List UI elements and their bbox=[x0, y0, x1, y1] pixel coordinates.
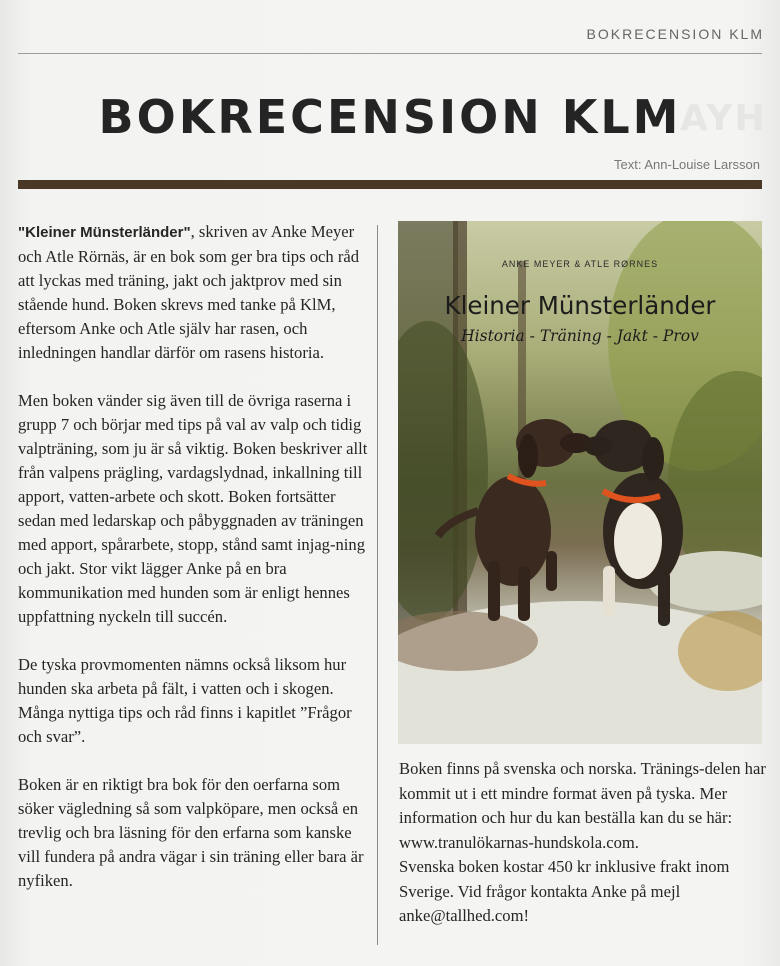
article-title: BOKRECENSION KLM bbox=[98, 90, 682, 144]
column-divider bbox=[377, 225, 378, 945]
cover-subtitle: Historia - Träning - Jakt - Prov bbox=[461, 327, 699, 345]
book-title-lead: "Kleiner Münsterländer" bbox=[18, 224, 191, 241]
price-text: Svenska boken kostar 450 kr inklusive frakt inom Sverige. Vid frågor kontakta Anke på mejl bbox=[399, 857, 730, 901]
right-column bbox=[399, 757, 771, 929]
book-cover-image bbox=[398, 221, 762, 744]
email-link[interactable]: anke@tallhed.com! bbox=[399, 906, 530, 925]
bleed-through-text: AYH bbox=[680, 98, 767, 139]
availability-text: Boken finns på svenska och norska. Tränings-delen har kommit ut i ett mindre format även på tyska. Mer information och hur du kan beställa kan du se här: bbox=[399, 759, 766, 827]
left-column bbox=[18, 220, 370, 917]
title-rule bbox=[18, 180, 762, 189]
paragraph-german-tests: De tyska provmomenten nämns också liksom hur hunden ska arbeta på fält, i vatten och i skogen. Många nyttiga tips och råd finns i kapitlet ”Frågor och svar”. bbox=[18, 655, 352, 746]
intro-text: , skriven av Anke Meyer och Atle Rörnäs, är en bok som ger bra tips och råd att lyckas med träning, jakt och jaktprov med sin stående hund. Boken skrevs med tanke på KlM, eftersom Anke och Atle själv har rasen, och inledningen handlar därför om rasens historia. bbox=[18, 222, 360, 362]
paragraph-verdict: Boken är en riktigt bra bok för den oerfarna som söker vägledning så som valpköpare, men också en trevlig och bra läsning för den erfarna som kanske vill fundera på andra vägar i sin träning eller bara är nyfiken. bbox=[18, 775, 364, 890]
paragraph-intro bbox=[18, 220, 370, 365]
cover-authors: ANKE MEYER & ATLE RØRNES bbox=[501, 259, 659, 269]
cover-title: Kleiner Münsterländer bbox=[444, 291, 716, 320]
paragraph-content: Men boken vänder sig även till de övriga raserna i grupp 7 och börjar med tips på val av valp och tidig valpträning, som ju är så viktig. Boken beskriver allt från valpens prägling, vardagslydnad, inkallning till apport, vatten-arbete och skott. Boken fortsätter sedan med ledarskap och påbyggnaden av träningen med apport, spårarbete, stopp, stånd samt injag-ning och jakt. Stor vikt lägger Anke på en bra kommunikation med hunden som är enligt hennes uppfattning nyckeln till succén. bbox=[18, 391, 368, 626]
tree-foliage bbox=[398, 321, 488, 621]
running-header: BOKRECENSION KLM bbox=[586, 26, 764, 42]
byline: Text: Ann-Louise Larsson bbox=[614, 157, 760, 172]
website-link[interactable]: www.tranulökarnas-hundskola.com. bbox=[399, 832, 639, 852]
header-rule bbox=[18, 53, 762, 54]
